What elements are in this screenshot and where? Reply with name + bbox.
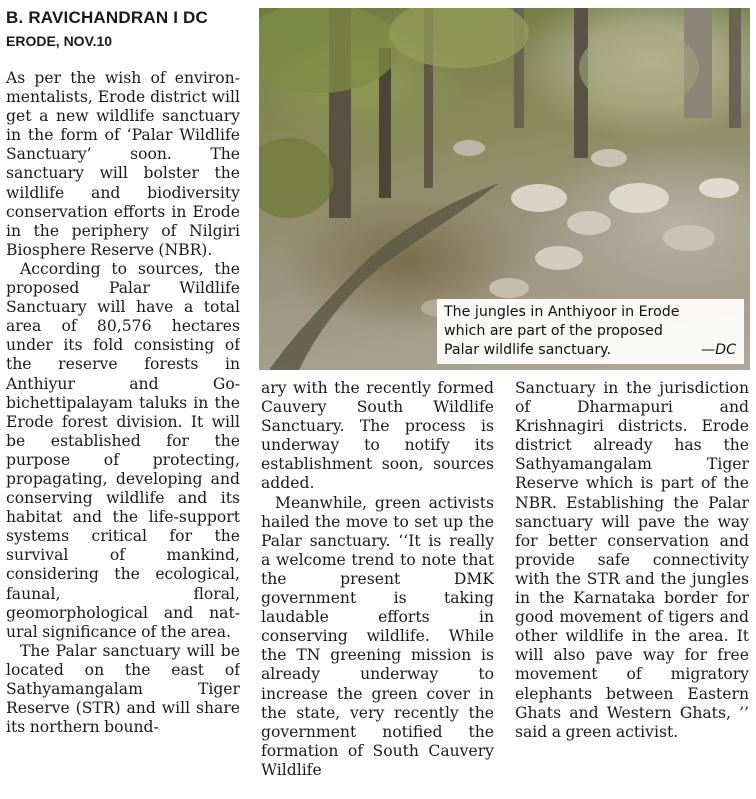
caption-line-1: The jungles in Anthiyoor in Erode xyxy=(444,304,680,320)
paragraph: The Palar sanctuary will be located on the east of Sathyamangalam Tiger Reserve (STR) and will share its northern bound- xyxy=(6,641,240,737)
article-column-1 xyxy=(6,69,240,797)
paragraph: According to sources, the proposed Palar Wildlife Sanctuary will have a total area of 80,576 hectares under its fold consisting of the reserve forests in Anthiyur and Gobichettipalayam taluks in the Erode forest division. It will be established for the purpose of protecting, propagating, developing and conserving wildlife and its habitat and the life-support systems critical for the survival of mankind, considering the ecological, faunal, floral, geomorphological and natural significance of the area. xyxy=(6,259,240,641)
paragraph: Sanctuary in the jurisdiction of Dharmapuri and Krishnagiri districts. Erode district already has the Sathyamangalam Tiger Reserve which is part of the NBR. Establishing the Palar sanctuary will pave the way for better conservation and provide safe connectivity with the STR and the jungles in the Karnataka border for good movement of tigers and other wildlife in the area. It will also pave way for free movement of migratory elephants between Eastern Ghats and Western Ghats, ’’ said a green activist. xyxy=(515,379,749,741)
caption-line-3-row xyxy=(444,341,736,360)
photo-caption xyxy=(437,299,744,364)
paragraph: Meanwhile, green activists hailed the move to set up the Palar sanctuary. ‘‘It is really a welcome trend to note that the present DMK government is taking laudable efforts in conserving wildlife. While the TN greening mission is already underway to increase the green cover in the state, very recently the government notified the formation of South Cauvery Wildlife xyxy=(261,493,494,779)
article-column-2 xyxy=(261,379,494,797)
dateline: ERODE, NOV.10 xyxy=(6,33,113,49)
byline: B. RAVICHANDRAN I DC xyxy=(6,8,209,27)
news-photo xyxy=(259,8,750,370)
paragraph: ary with the recently formed Cauvery South Wildlife Sanctuary. The process is underway to notify its establishment soon, sources added. xyxy=(261,379,494,493)
caption-line-2: which are part of the proposed xyxy=(444,323,663,339)
article-column-3 xyxy=(515,379,749,797)
caption-line-3: Palar wildlife sanctuary. xyxy=(444,342,612,358)
photo-credit: —DC xyxy=(700,342,736,358)
paragraph: As per the wish of environmentalists, Erode district will get a new wildlife sanctuary in the form of ‘Palar Wildlife Sanctuary’ soon. The sanctuary will bolster the wildlife and biodiversity conservation efforts in Erode in the periphery of Nilgiri Biosphere Reserve (NBR). xyxy=(6,69,240,259)
